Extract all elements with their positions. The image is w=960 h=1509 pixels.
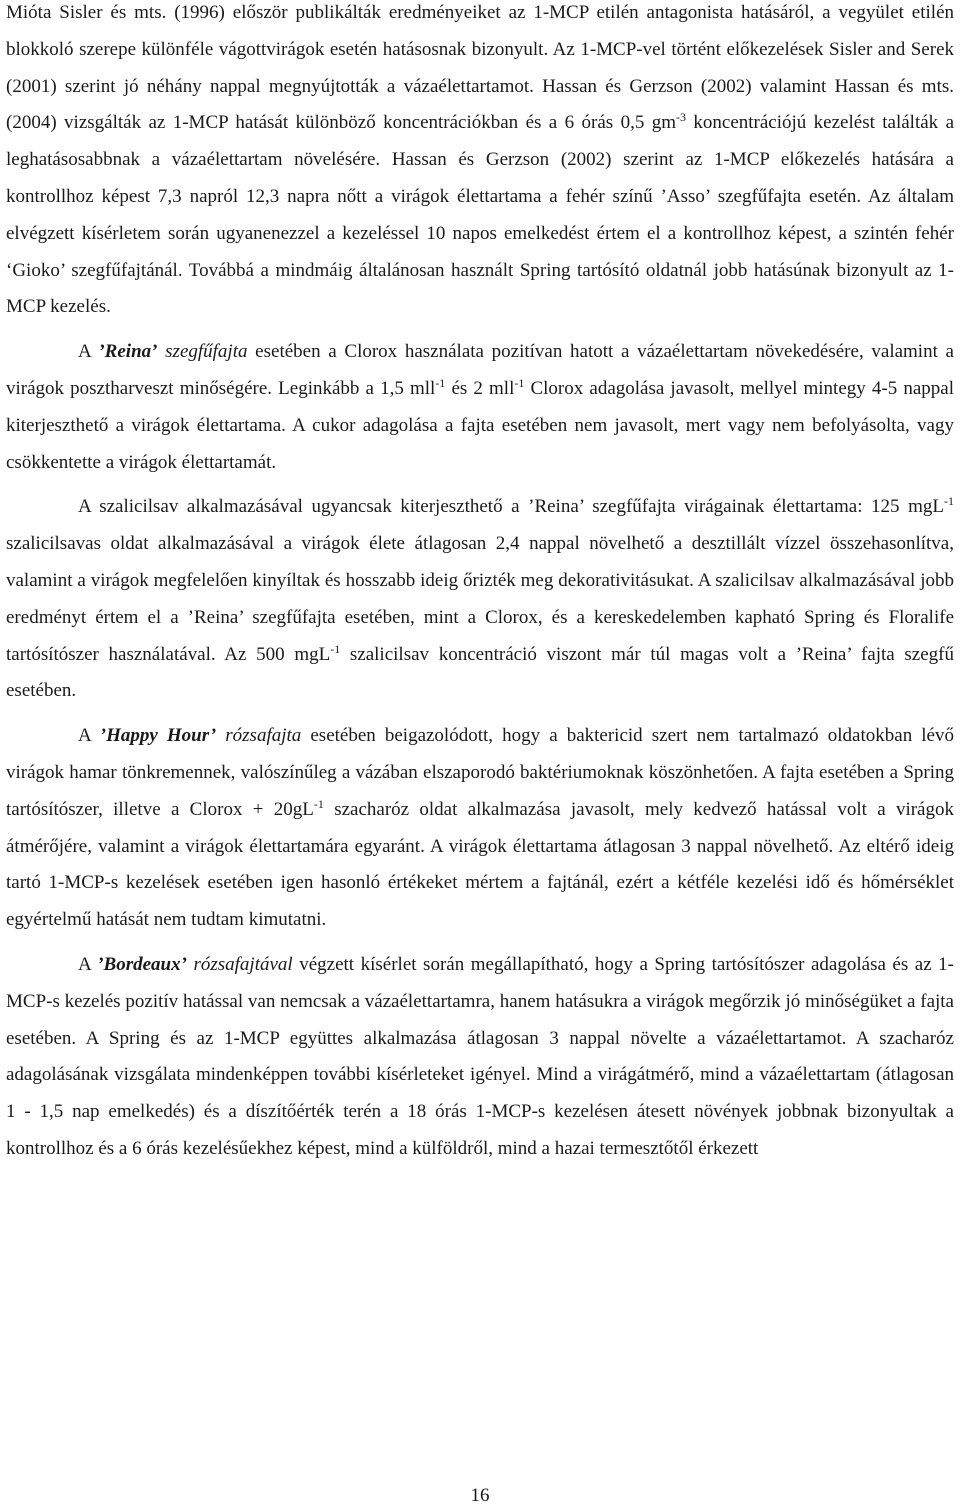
text-run: koncentrációjú kezelést találták a leghatásosabbnak a vázaélettartam növelésére. Hassan és Gerzson (2002) szerint az 1-MCP előkezelés hatására a kontrollhoz képest 7,3 napról 12,3 napra nőtt a virágok élettartama a fehér színű ’Asso’ szegfűfajta esetén. Az általam elvégzett kísérletem során ugyanenezzel a kezeléssel 10 napos emelkedést értem el a kontrollhoz képest, a szintén fehér ‘Gioko’ szegfűfajtánál. Továbbá a mindmáig általánosan használt Spring tartósító oldatnál jobb hatásúnak bizonyult az 1-MCP kezelés. xyxy=(6,112,955,318)
species-name: szegfűfajta xyxy=(157,341,248,363)
text-run: A xyxy=(78,953,98,975)
superscript: -1 xyxy=(514,375,525,390)
text-run: és 2 mll xyxy=(445,377,515,399)
superscript: -1 xyxy=(435,375,446,390)
cultivar-name: ’Happy Hour’ xyxy=(99,725,217,747)
cultivar-name: ’Bordeaux’ xyxy=(97,953,187,975)
paragraph-happy-hour xyxy=(6,718,954,939)
superscript: -1 xyxy=(330,641,341,656)
text-run: végzett kísérlet során megállapítható, hogy a Spring tartósítószer adagolása és az 1-MCP-s kezelés pozitív hatással van nemcsak a vázaélettartamra, hanem hatásukra a virágok megőrzik jó minőségüket a fajta esetében. A Spring és az 1-MCP együttes alkalmazása átlagosan 3 nappal növelte a vázaélettartamot. A szacharóz adagolásának vizsgálata mindenképpen további kísérleteket igényel. Mind a virágátmérő, mind a vázaélettartam (átlagosan 1 - 1,5 nap emelkedés) és a díszítőérték terén a 18 órás 1-MCP-s kezelésen átesett növények jobbnak bizonyultak a kontrollhoz és a 6 órás kezelésűekhez képest, mind a külföldről, mind a hazai termesztőtől érkezett xyxy=(6,953,954,1159)
page-number: 16 xyxy=(470,1485,490,1506)
superscript: -1 xyxy=(944,494,954,509)
text-run: A szalicilsav alkalmazásával ugyancsak kiterjeszthető a ’Reina’ szegfűfajta virágainak élettartama: 125 mgL xyxy=(78,496,944,518)
text-run: esetében a Clorox használata pozitívan hatott a vázaélettartam növekedésére, valamint a virágok posztharveszt minőségére. Leginkább a 1,5 mll xyxy=(6,341,954,399)
text-run: A xyxy=(78,341,99,363)
paragraph-bordeaux xyxy=(6,947,954,1168)
text-run: szacharóz oldat alkalmazása javasolt, mely kedvező hatással volt a virágok átmérőjére, valamint a virágok élettartamára egyaránt. A virágok élettartama átlagosan 3 nappal növelhető. Az eltérő ideig tartó 1-MCP-s kezelések esetében igen hasonló értékeket mértem a fajtánál, ezért a kétféle kezelési idő és hőmérséklet egyértelmű hatását nem tudtam kimutatni. xyxy=(6,798,954,931)
paragraph-reina-clorox xyxy=(6,334,954,481)
species-name: rózsafajta xyxy=(216,725,302,747)
text-run: szalicilsavas oldat alkalmazásával a virágok élete átlagosan 2,4 nappal növelhető a desztillált vízzel összehasonlítva, valamint a virágok megfelelően kinyíltak és hosszabb ideig őrizték meg dekorativitásukat. A szalicilsav alkalmazásával jobb eredményt értem el a ’Reina’ szegfűfajta esetében, mint a Clorox, és a kereskedelemben kapható Spring és Floralife tartósítószer használatával. Az 500 mgL xyxy=(6,533,954,665)
paragraph-salicylic-acid xyxy=(6,489,954,710)
text-run: Clorox adagolása javasolt, mellyel mintegy 4-5 nappal kiterjeszthető a virágok élettartama. A cukor adagolása a fajta esetében nem javasolt, mert vagy nem befolyásolta, vagy csökkentette a virágok élettartamát. xyxy=(6,377,954,473)
superscript: -1 xyxy=(313,796,324,811)
cultivar-name: ’Reina’ xyxy=(98,341,158,363)
text-run: szalicilsav koncentráció viszont már túl magas volt a ’Reina’ fajta szegfű esetében. xyxy=(6,643,954,702)
document-page xyxy=(6,0,954,1168)
paragraph-1mcp-results xyxy=(6,0,954,326)
species-name: rózsafajtával xyxy=(186,953,293,975)
text-run: A xyxy=(78,725,100,747)
text-run: Mióta Sisler és mts. (1996) először publikálták eredményeiket az 1-MCP etilén antagonista hatásáról, a vegyület etilén blokkoló szerepe különféle vágottvirágok esetén hatásosnak bizonyult. Az 1-MCP-vel történt előkezelések Sisler and Serek (2001) szerint jó néhány nappal megnyújtották a vázaélettartamot. Hassan és Gerzson (2002) valamint Hassan és mts. (2004) vizsgálták az 1-MCP hatását különböző koncentrációkban és a 6 órás 0,5 gm xyxy=(6,2,954,134)
text-run: esetében beigazolódott, hogy a baktericid szert nem tartalmazó oldatokban lévő virágok hamar tönkremennek, valószínűleg a vázában elszaporodó baktériumoknak köszönhetően. A fajta esetében a Spring tartósítószer, illetve a Clorox + 20gL xyxy=(6,725,954,820)
superscript: -3 xyxy=(676,110,686,125)
